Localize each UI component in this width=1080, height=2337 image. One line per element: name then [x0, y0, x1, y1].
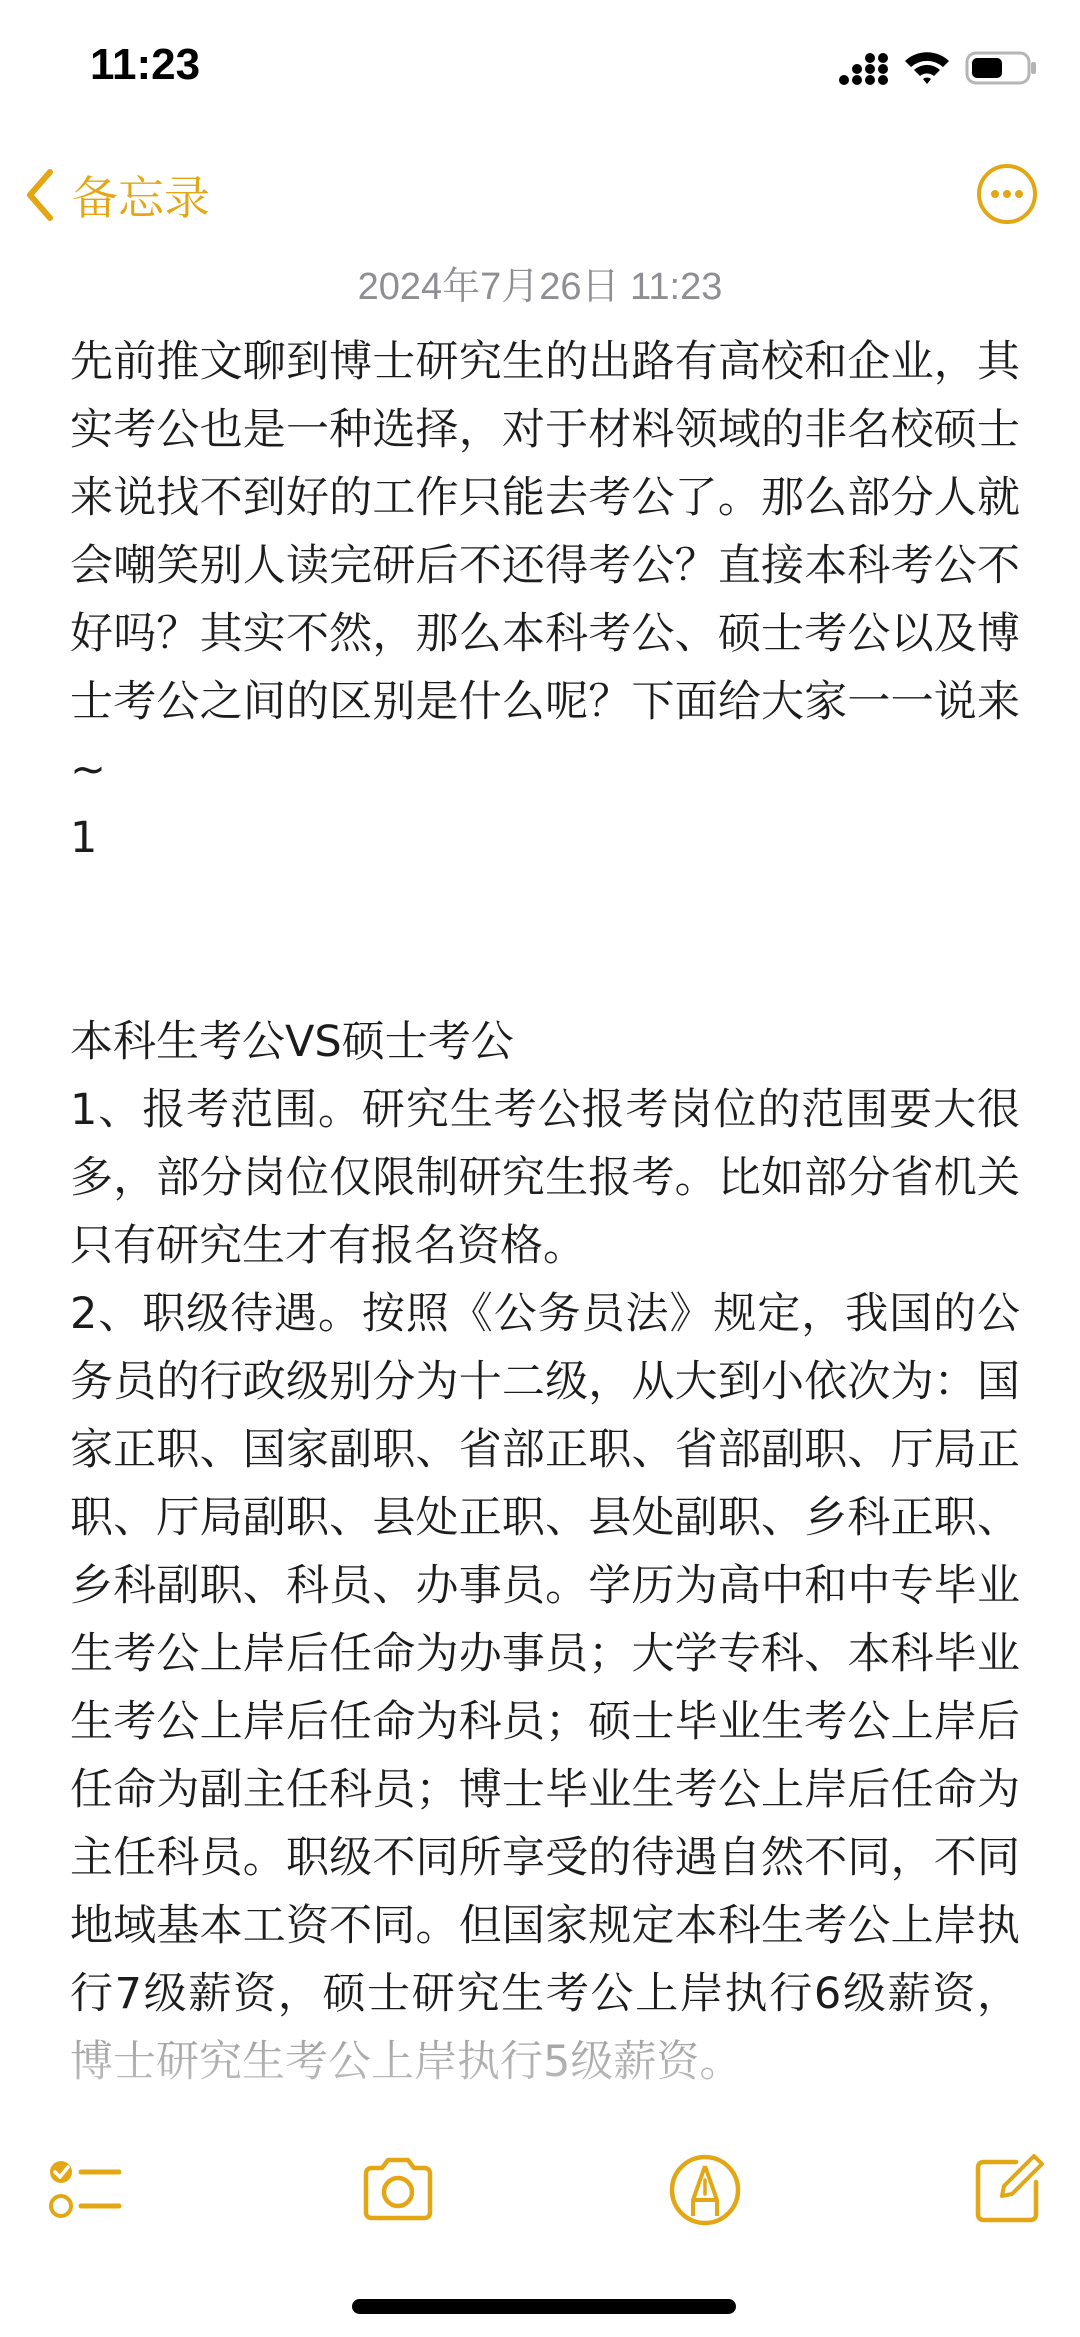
camera-icon[interactable] — [358, 2150, 438, 2230]
battery-icon — [965, 50, 1037, 86]
pen-tip-icon[interactable] — [665, 2150, 745, 2230]
back-button-label: 备忘录 — [72, 171, 210, 225]
checklist-icon[interactable] — [45, 2150, 125, 2230]
note-paragraph: 2、职级待遇。按照《公务员法》规定，我国的公务员的行政级别分为十二级，从大到小依次为：国家正职、国家副职、省部正职、省部副职、厅局正职、厅局副职、县处正职、县处副职、乡科正职、乡科副职、科员、办事员。学历为高中和中专毕业生考公上岸后任命为办事员；大学专科、本科毕业生考公上岸后任命为科员；硕士毕业生考公上岸后任命为副主任科员；博士毕业生考公上岸后任命为主任科员。职级不同所享受的待遇自然不同，不同地域基本工资不同。但国家规定本科生考公上岸执行7级薪资，硕士研究生考公上岸执行6级薪资， — [70, 1289, 1020, 2019]
chevron-left-icon — [24, 168, 54, 222]
note-paragraph: 先前推文聊到博士研究生的出路有高校和企业，其实考公也是一种选择，对于材料领域的非名校硕士来说找不到好的工作只能去考公了。那么部分人就会嘲笑别人读完研后不还得考公？直接本科考公不好吗？其实不然，那么本科考公、硕士考公以及博士考公之间的区别是什么呢？下面给大家一一说来~ — [70, 337, 1020, 795]
bottom-toolbar — [0, 2140, 1080, 2260]
note-paragraph: 1、报考范围。研究生考公报考岗位的范围要大很多，部分岗位仅限制研究生报考。比如部分省机关只有研究生才有报名资格。 — [70, 1085, 1020, 1271]
home-indicator[interactable] — [352, 2299, 736, 2314]
nav-bar — [0, 150, 1080, 250]
cellular-signal-icon — [838, 52, 890, 86]
status-time: 11:23 — [90, 40, 201, 89]
ellipsis-circle-icon[interactable] — [975, 162, 1039, 226]
back-button[interactable] — [24, 162, 210, 228]
note-heading: 本科生考公VS硕士考公 — [70, 1017, 514, 1067]
compose-icon[interactable] — [968, 2150, 1048, 2230]
wifi-icon — [903, 48, 951, 86]
status-bar — [0, 0, 1080, 140]
note-paragraph: 1 — [70, 813, 98, 863]
note-date: 2024年7月26日 11:23 — [357, 266, 723, 308]
note-body[interactable] — [70, 328, 1020, 2108]
blank-lines — [70, 872, 1020, 1008]
